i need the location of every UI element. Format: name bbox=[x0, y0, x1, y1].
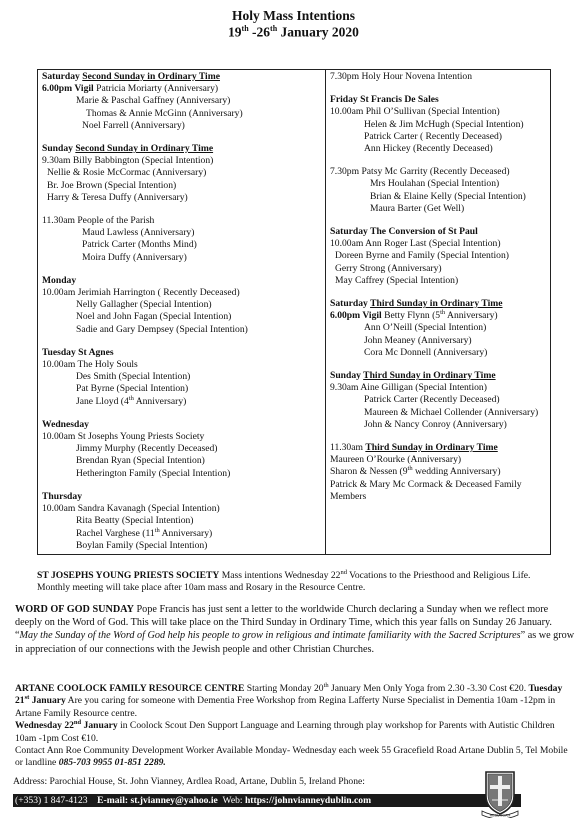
intention-line bbox=[42, 108, 324, 120]
spacer bbox=[42, 204, 324, 215]
intention-line bbox=[42, 180, 324, 192]
text-run: Saturday bbox=[42, 71, 83, 82]
text-run: Ann O’Neill (Special Intention) bbox=[364, 322, 487, 334]
text-run: Noel Farrell (Anniversary) bbox=[82, 119, 185, 131]
text-run: Thomas & Annie McGinn (Anniversary) bbox=[86, 107, 243, 119]
text-run: Moira Duffy (Anniversary) bbox=[82, 251, 187, 263]
intention-line bbox=[330, 479, 550, 491]
text-run: 10.00am Phil O’Sullivan (Special Intention) bbox=[330, 106, 500, 118]
intention-line bbox=[42, 347, 324, 359]
text-run: Rita Beatty (Special Intention) bbox=[76, 515, 194, 527]
text-run: Sadie and Gary Dempsey (Special Intention) bbox=[76, 323, 248, 335]
text-run: Pope Francis has just sent a letter to the worldwide Church declaring a Sunday when we reflect more deeply on the Word of God. This will take place on the Third Sunday in Ordinary Time, which this year falls on Sunday 26 January. “ bbox=[15, 604, 552, 642]
spacer bbox=[330, 431, 550, 442]
intention-line bbox=[42, 192, 324, 204]
text-run: Tuesday 21 bbox=[15, 683, 563, 707]
intention-line bbox=[330, 322, 550, 334]
text-run: 11.30am People of the Parish bbox=[42, 215, 155, 227]
page-title: Holy Mass Intentions bbox=[231, 8, 356, 23]
text-run: Saturday The Conversion of St Paul bbox=[330, 226, 478, 238]
intention-line bbox=[42, 155, 324, 167]
sjyps-notice bbox=[37, 570, 553, 595]
intention-line bbox=[330, 442, 550, 454]
intention-line bbox=[42, 419, 324, 431]
text-run: th bbox=[407, 465, 413, 473]
text-run: Noel and John Fagan (Special Intention) bbox=[76, 311, 232, 323]
intention-line bbox=[42, 95, 324, 107]
intention-line bbox=[42, 515, 324, 527]
text-run: Patrick Carter (Recently Deceased) bbox=[364, 394, 500, 406]
intention-line bbox=[330, 119, 550, 131]
text-run: Maureen O’Rourke (Anniversary) bbox=[330, 454, 462, 466]
word-of-god-notice bbox=[15, 603, 575, 656]
text-run: Hetherington Family (Special Intention) bbox=[76, 467, 231, 479]
text-run: Are you caring for someone with Dementia Free Workshop from Regina Lafferty Nurse Specialist in Dementia 10am -12pm in Artane Family Resource centre. bbox=[15, 695, 556, 719]
intention-line bbox=[330, 143, 550, 155]
text-run: Rachel Varghese (11 bbox=[76, 527, 155, 539]
text-run: Mass intentions Wednesday 22 bbox=[219, 570, 341, 581]
intention-line bbox=[42, 468, 324, 480]
text-run: Maud Lawless (Anniversary) bbox=[82, 227, 195, 239]
text-run: nd bbox=[73, 719, 82, 727]
intention-line bbox=[330, 71, 550, 83]
spacer bbox=[42, 336, 324, 347]
intention-line bbox=[330, 178, 550, 190]
text-run: 10.00am Sandra Kavanagh (Special Intention) bbox=[42, 503, 220, 515]
text-run: Third Sunday in Ordinary Time bbox=[370, 298, 503, 310]
text-run: Brendan Ryan (Special Intention) bbox=[76, 455, 205, 467]
text-run: Patrick Carter (Months Mind) bbox=[82, 239, 197, 251]
column-divider bbox=[325, 69, 326, 555]
spacer bbox=[42, 480, 324, 491]
intention-line bbox=[330, 335, 550, 347]
text-run: 10.00am St Josephs Young Priests Society bbox=[42, 431, 205, 443]
intention-line bbox=[42, 143, 324, 155]
intention-line bbox=[330, 454, 550, 466]
text-run: Sunday bbox=[42, 143, 76, 155]
intention-line bbox=[330, 275, 550, 287]
intention-line bbox=[330, 131, 550, 143]
intention-line bbox=[42, 287, 324, 299]
text-run: Patricia Moriarty (Anniversary) bbox=[96, 83, 219, 95]
text-run: nd bbox=[340, 568, 347, 576]
intention-line bbox=[42, 324, 324, 336]
text-run: Thursday bbox=[42, 490, 82, 502]
intention-line bbox=[42, 491, 324, 503]
intention-line bbox=[42, 167, 324, 179]
text-run: 085-703 9955 01-851 2289. bbox=[58, 757, 166, 769]
spacer bbox=[42, 132, 324, 143]
text-run: Pat Byrne (Special Intention) bbox=[76, 383, 189, 395]
text-run: Patrick Carter ( Recently Deceased) bbox=[364, 130, 502, 142]
text-run: John & Nancy Conroy (Anniversary) bbox=[364, 418, 507, 430]
intention-line bbox=[330, 238, 550, 250]
phone-number: (+353) 1 847-4123 bbox=[15, 795, 88, 806]
intention-line bbox=[42, 71, 324, 83]
intention-line bbox=[330, 250, 550, 262]
intention-line bbox=[330, 370, 550, 382]
intention-line bbox=[42, 455, 324, 467]
intention-line bbox=[42, 371, 324, 383]
text-run: Saturday bbox=[330, 298, 371, 310]
intention-line bbox=[330, 394, 550, 406]
intention-line bbox=[42, 252, 324, 264]
text-run: in Coolock Scout Den Support Language and Learning through play workshop for Parents with Autistic Children 10am -1pm Cost €10. bbox=[15, 720, 555, 744]
text-run: Anniversary) bbox=[445, 310, 498, 322]
text-run: Monday bbox=[42, 274, 77, 286]
resource-centre-notice bbox=[15, 683, 575, 770]
text-run: Helen & Jim McHugh (Special Intention) bbox=[364, 118, 524, 130]
text-run: Sharon & Nessen (9 bbox=[330, 466, 408, 478]
intention-line bbox=[42, 443, 324, 455]
text-run: Mrs Houlahan (Special Intention) bbox=[370, 178, 500, 190]
text-run: Third Sunday in Ordinary Time bbox=[363, 370, 496, 382]
date-range: 19th -26th January 2020 bbox=[228, 24, 359, 40]
text-run: 9.30am Aine Gilligan (Special Intention) bbox=[330, 382, 487, 394]
text-run: 9.30am Billy Babbington (Special Intention) bbox=[42, 155, 214, 167]
intention-line bbox=[330, 407, 550, 419]
intention-line bbox=[330, 94, 550, 106]
text-run: Second Sunday in Ordinary Time bbox=[75, 143, 214, 155]
intention-line bbox=[42, 503, 324, 515]
intention-line bbox=[42, 311, 324, 323]
text-run: January Men Only Yoga from 2.30 -3.30 Cost €20. bbox=[328, 683, 529, 694]
text-run: Maura Barter (Get Well) bbox=[370, 202, 465, 214]
text-run: ST JOSEPHS YOUNG PRIESTS SOCIETY bbox=[37, 570, 220, 581]
text-run: Tuesday St Agnes bbox=[42, 346, 114, 358]
text-run: Nelly Gallagher (Special Intention) bbox=[76, 299, 212, 311]
intention-line bbox=[42, 215, 324, 227]
text-run: Sunday bbox=[330, 370, 364, 382]
intention-line bbox=[330, 310, 550, 322]
spacer bbox=[330, 155, 550, 166]
text-run: Members bbox=[330, 490, 367, 502]
text-run: th bbox=[323, 681, 329, 689]
spacer bbox=[330, 287, 550, 298]
text-run: Boylan Family (Special Intention) bbox=[76, 539, 208, 551]
text-run: th bbox=[440, 309, 446, 317]
text-run: May the Sunday of the Word of God help his people to grow in religious and intimate familiarity with the Sacred Scriptures bbox=[19, 630, 521, 642]
svg-text:RESURGAM: RESURGAM bbox=[489, 813, 511, 818]
footer-contact-bar bbox=[13, 794, 521, 807]
web-label: Web: bbox=[222, 795, 243, 806]
text-run: Marie & Paschal Gaffney (Anniversary) bbox=[76, 95, 231, 107]
text-run: 10.00am Ann Roger Last (Special Intention) bbox=[330, 238, 501, 250]
spacer bbox=[330, 83, 550, 94]
text-run: ARTANE COOLOCK FAMILY RESOURCE CENTRE bbox=[15, 683, 245, 694]
text-run: Anniversary) bbox=[133, 395, 187, 407]
intention-line bbox=[330, 491, 550, 503]
text-run: ” as we grow in appreciation of our connections with the Jewish people and other Christian Churches. bbox=[15, 630, 575, 655]
intention-line bbox=[42, 540, 324, 552]
intention-line bbox=[330, 191, 550, 203]
text-run: Third Sunday in Ordinary Time bbox=[365, 442, 498, 454]
intention-line bbox=[42, 383, 324, 395]
left-column bbox=[42, 71, 324, 552]
text-run: 6.00pm Vigil bbox=[330, 310, 385, 322]
text-run: st bbox=[24, 694, 30, 702]
text-run: th bbox=[128, 394, 134, 402]
text-run: 11.30am bbox=[330, 442, 366, 454]
text-run: Doreen Byrne and Family (Special Intention) bbox=[335, 250, 509, 262]
intention-line bbox=[330, 203, 550, 215]
text-run: Patrick & Mary Mc Cormack & Deceased Family bbox=[330, 478, 522, 490]
spacer bbox=[42, 408, 324, 419]
intention-line bbox=[42, 275, 324, 287]
text-run: Cora Mc Donnell (Anniversary) bbox=[364, 346, 488, 358]
intention-line bbox=[330, 263, 550, 275]
text-run: Friday St Francis De Sales bbox=[330, 94, 439, 106]
text-run: Wednesday bbox=[42, 418, 89, 430]
footer-address: Address: Parochial House, St. John Vianney, Ardlea Road, Artane, Dublin 5, Ireland Phone: bbox=[13, 776, 365, 787]
text-run: wedding Anniversary) bbox=[412, 466, 501, 478]
text-run: Jane Lloyd (4 bbox=[76, 395, 129, 407]
text-run: 10.00am The Holy Souls bbox=[42, 359, 138, 371]
text-run: Vocations to the Priesthood and Religious Life. Monthly meeting will take place after 10am mass and Rosary in the Resource Centre. bbox=[37, 570, 531, 594]
text-run: Starting Monday 20 bbox=[244, 683, 324, 694]
intention-line bbox=[42, 299, 324, 311]
intention-line bbox=[42, 239, 324, 251]
intention-line bbox=[42, 528, 324, 540]
intention-line bbox=[330, 226, 550, 238]
text-run: Harry & Teresa Duffy (Anniversary) bbox=[47, 191, 188, 203]
spacer bbox=[330, 215, 550, 226]
text-run: Wednesday 22 bbox=[15, 720, 74, 732]
email-link[interactable]: E-mail: st.jvianney@yahoo.ie bbox=[97, 795, 218, 806]
text-run: Ann Hickey (Recently Deceased) bbox=[364, 143, 493, 155]
text-run: 6.00pm Vigil bbox=[42, 83, 97, 95]
text-run: 7.30pm Patsy Mc Garrity (Recently Deceased) bbox=[330, 166, 510, 178]
text-run: Anniversary) bbox=[159, 527, 213, 539]
intention-line bbox=[42, 227, 324, 239]
text-run: 10.00am Jerimiah Harrington ( Recently Deceased) bbox=[42, 287, 240, 299]
intention-line bbox=[330, 419, 550, 431]
text-run: Br. Joe Brown (Special Intention) bbox=[47, 179, 177, 191]
text-run: Second Sunday in Ordinary Time bbox=[82, 71, 220, 82]
text-run: Jimmy Murphy (Recently Deceased) bbox=[76, 443, 218, 455]
intention-line bbox=[42, 120, 324, 132]
right-column bbox=[330, 71, 550, 503]
text-run: 7.30pm Holy Hour Novena Intention bbox=[330, 71, 473, 82]
intention-line bbox=[42, 396, 324, 408]
intention-line bbox=[42, 431, 324, 443]
intention-line bbox=[330, 466, 550, 478]
spacer bbox=[330, 359, 550, 370]
text-run: Contact Ann Roe Community Development Worker Available Monday- Wednesday each week 55 Gracefield Road Artane Dublin 5, Tel Mobile or landline bbox=[15, 745, 568, 769]
intention-line bbox=[330, 166, 550, 178]
text-run: Gerry Strong (Anniversary) bbox=[335, 262, 442, 274]
intention-line bbox=[42, 359, 324, 371]
text-run: May Caffrey (Special Intention) bbox=[335, 274, 459, 286]
text-run: January bbox=[81, 720, 118, 732]
text-run: Des Smith (Special Intention) bbox=[76, 371, 191, 383]
text-run: Brian & Elaine Kelly (Special Intention) bbox=[370, 190, 526, 202]
intention-line bbox=[330, 106, 550, 118]
text-run: WORD OF GOD SUNDAY bbox=[15, 604, 134, 615]
text-run: Betty Flynn (5 bbox=[384, 310, 441, 322]
intention-line bbox=[42, 83, 324, 95]
text-run: John Meaney (Anniversary) bbox=[364, 334, 472, 346]
intention-line bbox=[330, 347, 550, 359]
text-run: Maureen & Michael Collender (Anniversary) bbox=[364, 406, 539, 418]
text-run: th bbox=[154, 526, 160, 534]
parish-crest-logo bbox=[478, 766, 522, 818]
text-run: Nellie & Rosie McCormac (Anniversary) bbox=[47, 167, 207, 179]
intention-line bbox=[330, 382, 550, 394]
website-link[interactable]: https://johnvianneydublin.com bbox=[244, 795, 372, 806]
spacer bbox=[42, 264, 324, 275]
text-run: January bbox=[29, 695, 66, 707]
